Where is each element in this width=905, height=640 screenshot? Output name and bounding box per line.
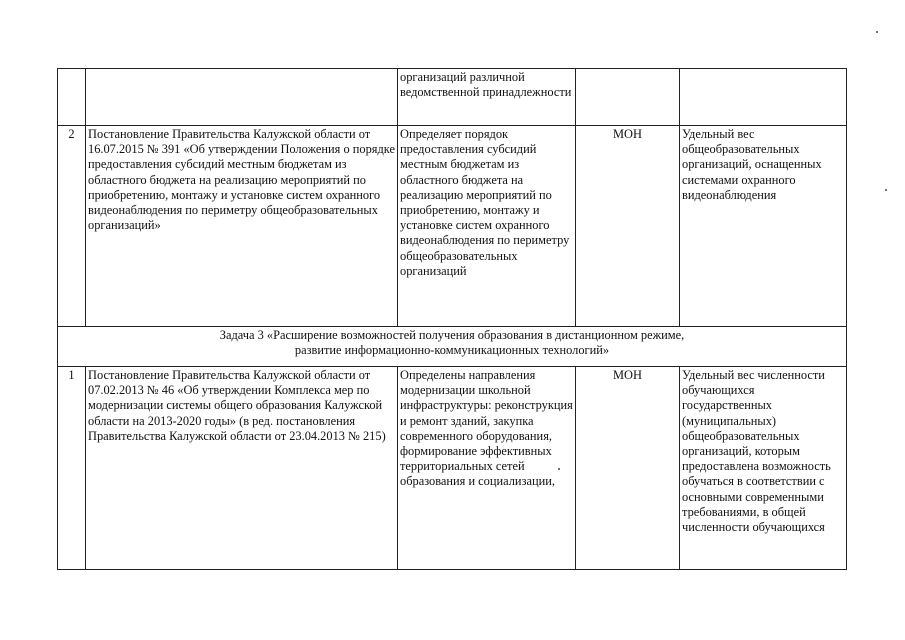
content-cell: Определены направления модернизации школьной инфраструктуры: реконструкция и ремонт зданий, закупка современного оборудования, формирование эффективных территориальных сетей образования и социализации, [398, 367, 576, 570]
scan-speck [885, 189, 887, 191]
document-cell [86, 69, 398, 126]
table-row [58, 126, 847, 327]
content-cell: Определяет порядок предоставления субсидий местным бюджетам из областного бюджета на реализацию мероприятий по приобретению, монтажу и установке систем охранного видеонаблюдения по периметру общеобразовательных организаций [398, 126, 576, 327]
indicator-cell: Удельный вес численности обучающихся государственных (муниципальных) общеобразовательных организаций, которым предоставлена возможность обучаться в соответствии с основными современными требованиями, в общей численности обучающихся [680, 367, 847, 570]
task-header-row [58, 327, 847, 367]
task-3-heading [58, 327, 847, 367]
scan-speck [558, 468, 560, 470]
content-cell: организаций различной ведомственной принадлежности [398, 69, 576, 126]
task-3-line-2: развитие информационно-коммуникационных технологий» [294, 343, 610, 358]
indicator-cell [680, 69, 847, 126]
scan-speck [876, 31, 878, 33]
measures-table [57, 68, 847, 570]
responsible-cell: МОН [576, 126, 680, 327]
document-cell: Постановление Правительства Калужской области от 07.02.2013 № 46 «Об утверждении Комплекса мер по модернизации системы общего образования Калужской области на 2013-2020 годы» (в ред. постановления Правительства Калужской области от 23.04.2013 № 215) [86, 367, 398, 570]
row-number: 2 [58, 126, 86, 327]
indicator-cell: Удельный вес общеобразовательных организаций, оснащенных системами охранного видеонаблюдения [680, 126, 847, 327]
row-number [58, 69, 86, 126]
document-cell: Постановление Правительства Калужской области от 16.07.2015 № 391 «Об утверждении Положения о порядке предоставления субсидий местным бюджетам из областного бюджета на реализацию мероприятий по приобретению, монтажу и установке систем охранного видеонаблюдения по периметру общеобразовательных организаций» [86, 126, 398, 327]
responsible-cell: МОН [576, 367, 680, 570]
task-3-line-1: Задача 3 «Расширение возможностей получения образования в дистанционном режиме, [219, 328, 685, 342]
row-number: 1 [58, 367, 86, 570]
table-row [58, 367, 847, 570]
responsible-cell [576, 69, 680, 126]
table-row [58, 69, 847, 126]
